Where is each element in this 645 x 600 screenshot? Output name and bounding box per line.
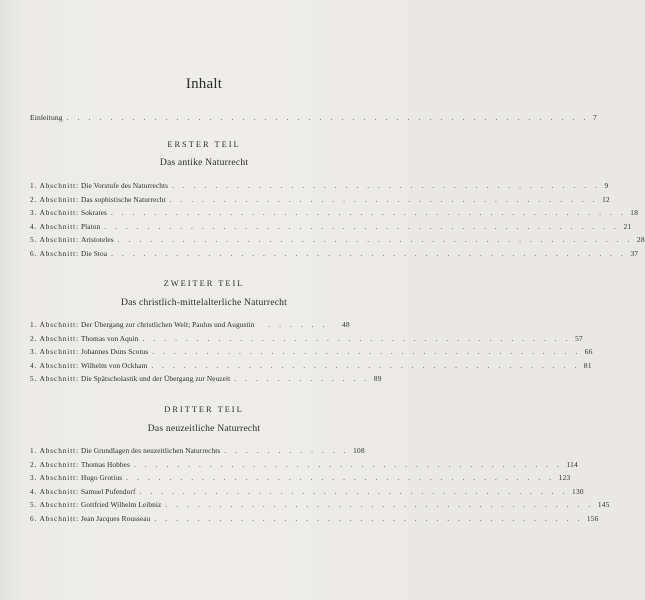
part-subtitle: Das antike Naturrecht: [159, 157, 249, 168]
leader-dots: . . . . . . . . . . . . . . . . . . . . . . . . . . . . . . . . . . . . . . . .: [165, 500, 594, 509]
toc-page-number: 123: [558, 473, 571, 482]
leader-dots: . . . . . . . . . . . . .: [234, 374, 370, 383]
leader-dots: . . . . . . . . . . . . . . . . . . . . . . . . . . . . . . . . . . . . . . . .: [169, 194, 599, 204]
toc-entry: [30, 248, 639, 261]
toc-page-number: 57: [575, 333, 583, 343]
toc-page-number: 66: [584, 347, 593, 356]
section-number: 6. Abschnitt:: [30, 513, 79, 523]
toc-entry: [30, 347, 593, 359]
toc-entry-text: Die Stoa: [81, 248, 108, 258]
toc-page-number: 89: [373, 374, 382, 383]
toc-page-number: 12: [602, 194, 610, 204]
section-number: 1. Abschnitt:: [30, 446, 79, 455]
toc-page-number: 81: [583, 360, 592, 370]
leader-dots: . . . . . . . . . . . .: [224, 446, 350, 455]
toc-entry-text: Der Übergang zur christlichen Welt; Paulus und Augustin: [81, 320, 255, 329]
toc-entry: [30, 221, 632, 234]
part-heading: ZWEITER TEIL: [163, 279, 245, 288]
toc-entry-text: Das sophistische Naturrecht: [81, 194, 166, 204]
part-subtitle: Das neuzeitliche Naturrecht: [147, 423, 261, 434]
toc-entry-text: Die Grundlagen des neuzeitlichen Naturrechts: [81, 446, 221, 455]
toc-page-number: 145: [597, 500, 610, 509]
section-number: 5. Abschnitt:: [30, 235, 79, 244]
toc-entry-text: Johannes Duns Scotus: [81, 347, 149, 356]
toc-entry: [30, 333, 583, 346]
toc-entry-text: Aristoteles: [81, 235, 114, 244]
toc-entry-text: Samuel Pufendorf: [81, 486, 136, 496]
leader-dots: . . . . . . . . . . . . . . . . . . . . . . . . . . . . . . . . . . . . . . . . . . . . . . . .: [110, 208, 627, 217]
leader-dots: . . . . . . . . . . . . . . . . . . . . . . . . . . . . . . . . . . . . . . . .: [139, 486, 569, 496]
section-number: 2. Abschnitt:: [30, 333, 79, 343]
toc-page-number: 114: [566, 459, 579, 469]
toc-entry: [30, 360, 592, 373]
toc-page-number: 18: [630, 208, 639, 217]
toc-entry: [30, 374, 382, 386]
toc-page-number: 9: [604, 181, 609, 190]
toc-entry-text: Die Vorstufe des Naturrechts: [81, 181, 169, 190]
section-number: 3. Abschnitt:: [30, 208, 79, 217]
toc-entry-text: Platon: [81, 221, 101, 231]
toc-entry: [30, 194, 610, 207]
toc-page-number: 156: [586, 513, 599, 523]
leader-dots: . . . . . . . . . . . . . . . . . . . . . . . . . . . . . . . . . . . . . . . .: [154, 513, 583, 523]
leader-dots: . . . . . . . . . . . . . . . . . . . . . . . . . . . . . . . . . . . . . . . .: [151, 360, 580, 370]
section-number: 5. Abschnitt:: [30, 374, 79, 383]
toc-entry: [30, 181, 609, 193]
section-number: 1. Abschnitt:: [30, 181, 79, 190]
section-number: 2. Abschnitt:: [30, 194, 79, 204]
section-number: 4. Abschnitt:: [30, 360, 79, 370]
toc-entry: [30, 446, 365, 458]
leader-dots: . . . . . . . . . . . . . . . . . . . . . . . . . . . . . . . . . . . . . . . . . . . . . . . .: [66, 113, 589, 122]
section-number: 1. Abschnitt:: [30, 320, 79, 329]
toc-entry-text: Thomas von Aquin: [81, 333, 139, 343]
section-number: 4. Abschnitt:: [30, 221, 79, 231]
toc-page-number: 37: [630, 248, 639, 258]
toc-entry-text: Die Spätscholastik und der Übergang zur Neuzeit: [81, 374, 231, 383]
toc-entry-text: Jean Jacques Rousseau: [81, 513, 151, 523]
leader-dots: . . . . . .: [268, 320, 328, 329]
leader-dots: . . . . . . . . . . . . . . . . . . . . . . . . . . . . . . . . . . . . . . . .: [152, 347, 581, 356]
leader-dots: . . . . . . . . . . . . . . . . . . . . . . . . . . . . . . . . . . . . . . . . . . . . . . . .: [111, 248, 627, 258]
toc-entry-text: Thomas Hobbes: [81, 459, 130, 469]
toc-entry-text: Wilhelm von Ockham: [81, 360, 148, 370]
toc-page-number: 21: [623, 221, 632, 231]
leader-dots: . . . . . . . . . . . . . . . . . . . . . . . . . . . . . . . . . . . . . . . .: [172, 181, 601, 190]
section-number: 3. Abschnitt:: [30, 473, 79, 482]
toc-entry: [30, 486, 584, 499]
toc-entry-text: Hugo Grotius: [81, 473, 123, 482]
toc-entry-text: Sokrates: [81, 208, 107, 217]
toc-page-number: 108: [353, 446, 365, 455]
toc-entry: [30, 459, 579, 472]
section-number: 2. Abschnitt:: [30, 459, 79, 469]
toc-page-number: 7: [593, 113, 598, 122]
toc-entry: [30, 500, 610, 512]
part-heading: DRITTER TEIL: [164, 405, 244, 414]
leader-dots: . . . . . . . . . . . . . . . . . . . . . . . . . . . . . . . . . . . . . . . . . . . . . . . .: [117, 235, 634, 244]
toc-entry: [30, 473, 571, 485]
toc-entry-introduction: [30, 113, 598, 125]
section-number: 4. Abschnitt:: [30, 486, 79, 496]
page-title: Inhalt: [185, 76, 223, 92]
part-heading: ERSTER TEIL: [167, 140, 241, 149]
section-number: 5. Abschnitt:: [30, 500, 79, 509]
section-number: 6. Abschnitt:: [30, 248, 79, 258]
toc-entry: [30, 235, 645, 247]
leader-dots: . . . . . . . . . . . . . . . . . . . . . . . . . . . . . . . . . . . . . . . .: [126, 473, 555, 482]
leader-dots: . . . . . . . . . . . . . . . . . . . . . . . . . . . . . . . . . . . . . . . .: [142, 333, 572, 343]
toc-entry: [30, 513, 599, 526]
section-number: 3. Abschnitt:: [30, 347, 79, 356]
leader-dots: . . . . . . . . . . . . . . . . . . . . . . . . . . . . . . . . . . . . . . . . . . . . . . . .: [104, 221, 620, 231]
leader-dots: . . . . . . . . . . . . . . . . . . . . . . . . . . . . . . . . . . . . . . . .: [133, 459, 563, 469]
toc-page-number: 130: [572, 486, 584, 496]
toc-entry: [30, 320, 350, 332]
part-subtitle: Das christlich-mittelalterliche Naturrecht: [120, 297, 288, 308]
toc-entry-text: Gottfried Wilhelm Leibniz: [81, 500, 162, 509]
toc-entry: [30, 208, 639, 220]
toc-entry-text: Einleitung: [30, 113, 63, 122]
toc-page-number: 28: [637, 235, 645, 244]
toc-page-number: 48: [342, 320, 350, 329]
